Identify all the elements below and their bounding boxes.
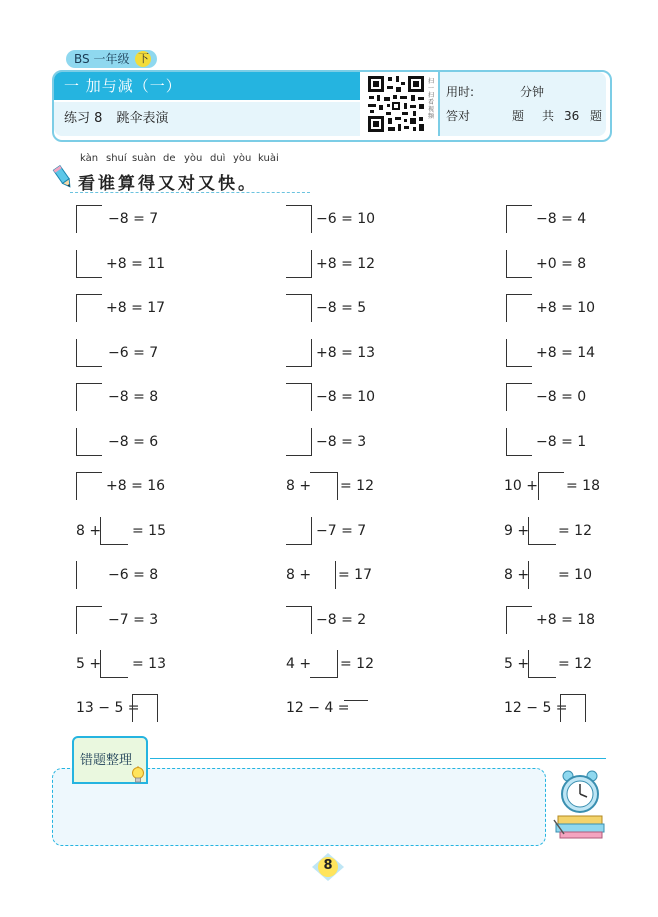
pinyin-3: suàn (132, 153, 157, 164)
answer-box[interactable] (506, 383, 532, 411)
lesson-name: 跳伞表演 (116, 111, 169, 126)
info-panel (438, 72, 606, 136)
answer-box[interactable] (76, 339, 102, 367)
correct-label: 答对 (446, 109, 471, 123)
answer-box[interactable] (310, 650, 338, 678)
answer-box[interactable] (100, 650, 128, 678)
answer-box[interactable] (76, 250, 102, 278)
lesson-number: 练习 8 (64, 111, 103, 126)
answer-box[interactable] (560, 694, 586, 722)
answer-box[interactable] (528, 517, 556, 545)
pinyin-7: yòu (233, 153, 252, 164)
answer-box[interactable] (76, 561, 102, 589)
answer-box[interactable] (506, 428, 532, 456)
total-count: 36 (564, 109, 580, 123)
score-row (446, 106, 602, 126)
exercise-title: 看谁算得又对又快。 (78, 174, 258, 194)
answer-box[interactable] (76, 606, 102, 634)
alarm-clock-books-icon (552, 768, 608, 840)
qr-code-icon[interactable] (366, 74, 426, 134)
pencil-icon (52, 164, 74, 190)
answer-box[interactable] (286, 250, 312, 278)
pinyin-4: de (163, 153, 176, 164)
answer-box[interactable] (286, 606, 312, 634)
total-unit: 题 (590, 109, 603, 123)
grade-badge: 下 (135, 51, 151, 67)
title-underline (70, 192, 310, 193)
qr-label: 扫一扫看视频 (428, 78, 435, 120)
answer-box[interactable] (286, 294, 312, 322)
answer-box[interactable] (286, 339, 312, 367)
answer-box[interactable] (538, 472, 564, 500)
review-divider (150, 758, 606, 759)
lesson-title (54, 102, 360, 136)
answer-box[interactable] (76, 205, 102, 233)
pinyin-2: shuí (106, 153, 127, 164)
answer-box[interactable] (310, 561, 336, 589)
answer-box[interactable] (310, 472, 338, 500)
page-number: 8 (323, 858, 333, 873)
answer-box[interactable] (76, 428, 102, 456)
answer-box[interactable] (286, 383, 312, 411)
answer-box[interactable] (506, 294, 532, 322)
time-label: 用时: (446, 85, 475, 99)
answer-box[interactable] (286, 517, 312, 545)
minutes-label: 分钟 (520, 85, 545, 99)
answer-box[interactable] (506, 606, 532, 634)
answer-box[interactable] (76, 472, 102, 500)
answer-box[interactable] (506, 205, 532, 233)
answer-box[interactable] (286, 205, 312, 233)
pinyin-8: kuài (258, 153, 279, 164)
problem-unit: 题 (512, 109, 525, 123)
pinyin-6: duì (210, 153, 226, 164)
grade-tag (66, 50, 157, 68)
answer-box[interactable] (132, 694, 158, 722)
lightbulb-icon (130, 766, 146, 786)
answer-box[interactable] (100, 517, 128, 545)
review-label: 错题整理 (80, 753, 133, 768)
answer-box[interactable] (286, 428, 312, 456)
answer-box[interactable] (506, 339, 532, 367)
answer-box[interactable] (528, 561, 556, 589)
answer-box[interactable] (344, 700, 368, 728)
answer-box[interactable] (528, 650, 556, 678)
answer-box[interactable] (76, 383, 102, 411)
answer-box[interactable] (506, 250, 532, 278)
unit-title: 一 加与减（一） (54, 72, 360, 100)
time-row (446, 82, 602, 102)
pinyin-1: kàn (80, 153, 99, 164)
total-label: 共 (542, 109, 555, 123)
grade-label: BS 一年级 (74, 52, 130, 66)
pinyin-5: yòu (184, 153, 203, 164)
answer-box[interactable] (76, 294, 102, 322)
